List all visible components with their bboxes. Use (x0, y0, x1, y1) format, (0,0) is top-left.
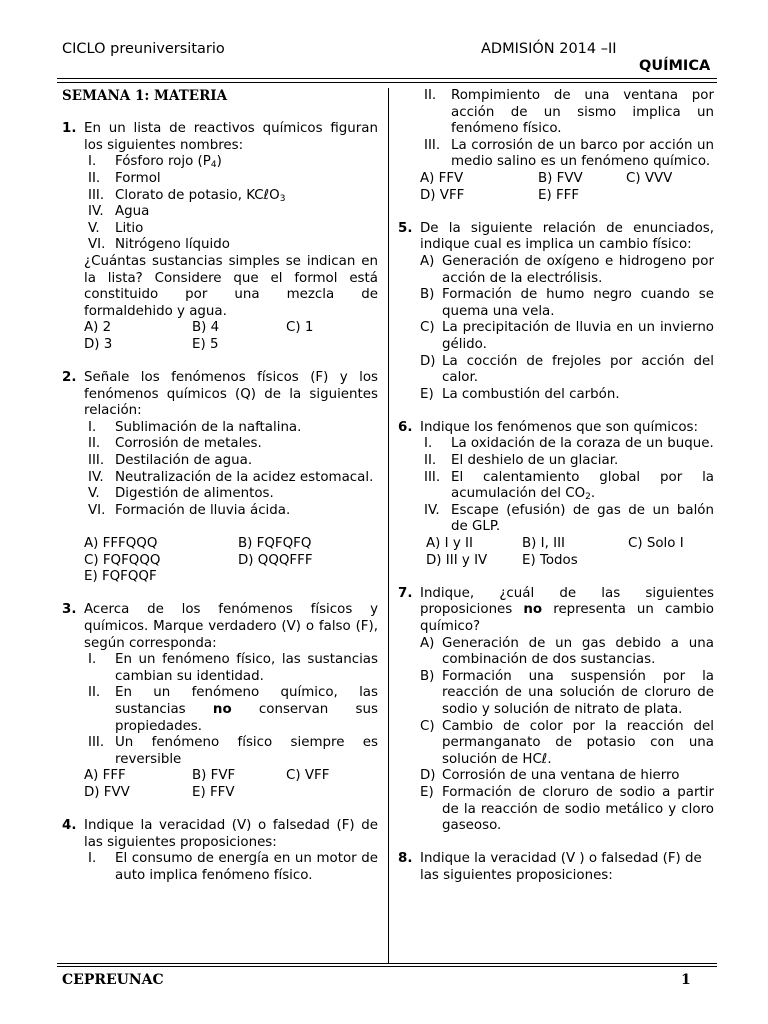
list-item: II. El deshielo de un glaciar. (424, 453, 619, 469)
answer-options (84, 536, 378, 553)
list-item: IV. Agua (88, 204, 150, 220)
right-column (398, 88, 714, 885)
question-stem: Indique, ¿cuál de las siguientes proposiciones no representa un cambio químico? (420, 585, 715, 634)
list-item: III. Clorato de potasio, KCℓO$_3$ (88, 187, 286, 204)
option-a: A) I y II (426, 536, 473, 552)
section-title: SEMANA 1: MATERIA (62, 88, 228, 104)
answer-options (84, 768, 378, 785)
list-item: I. La oxidación de la coraza de un buque. (424, 436, 714, 452)
question-3 (62, 602, 378, 801)
answer-options (84, 320, 378, 337)
answer-options (420, 188, 714, 205)
list-item: II. Rompimiento de una ventana por acción de un sismo implica un fenómeno físico. (424, 88, 714, 137)
answer-options (420, 536, 714, 553)
question-text: ¿Cuántas sustancias simples se indican en la lista? Considere que el formol está constituido por una mezcla de formaldehido y agua. (84, 253, 378, 319)
top-rule-2 (57, 82, 717, 83)
list-item: III. Un fenómeno físico siempre es reversible (88, 735, 378, 767)
option-b: B) FQFQFQ (238, 536, 312, 552)
option-c: C) La precipitación de lluvia en un invierno gélido. (420, 320, 714, 352)
top-rule (57, 78, 717, 79)
option-d: D) VFF (420, 187, 465, 203)
footer-left: CEPREUNAC (62, 972, 164, 988)
left-column (62, 88, 378, 885)
list-item: III. La corrosión de un barco por acción un medio salino es un fenómeno químico. (424, 137, 714, 170)
option-e: E) FFF (538, 187, 580, 203)
question-4 (62, 818, 378, 884)
option-e: E) Todos (522, 552, 578, 568)
option-e: E) La combustión del carbón. (420, 386, 620, 402)
question-5 (398, 221, 714, 404)
question-2 (62, 370, 378, 586)
option-b: B) Formación de humo negro cuando se quema una vela. (420, 287, 714, 319)
list-item: III. El calentamiento global por la acumulación del $CO_2$. (424, 469, 714, 503)
list-item: I. En un fenómeno físico, las sustancias cambian su identidad. (88, 652, 378, 684)
option-c: C) VVV (626, 170, 673, 186)
header-right: ADMISIÓN 2014 –II (481, 41, 617, 57)
question-stem: Indique los fenómenos que son químicos: (420, 419, 699, 435)
option-a: A) FFV (420, 170, 464, 186)
answer-options (420, 171, 714, 188)
list-item: II. Corrosión de metales. (88, 436, 262, 452)
list-item: IV. Neutralización de la acidez estomacal. (88, 469, 374, 485)
option-b: B) I, III (522, 536, 565, 552)
question-8 (398, 851, 714, 884)
question-number: 3. (62, 602, 77, 618)
option-b: B) 4 (192, 320, 220, 336)
list-item: V. Litio (88, 220, 144, 236)
option-b: B) FVF (192, 768, 236, 784)
option-d: D) QQQFFF (238, 552, 313, 568)
question-number: 1. (62, 121, 77, 137)
list-item: VI. Formación de lluvia ácida. (88, 502, 291, 518)
list-item: III. Destilación de agua. (88, 453, 253, 469)
option-c: C) Solo I (628, 536, 684, 552)
bottom-rule-2 (57, 966, 717, 967)
list-item: IV. Escape (efusión) de gas de un balón de GLP. (424, 502, 714, 535)
option-a: A) Generación de oxígeno e hidrogeno por acción de la electrólisis. (420, 253, 714, 286)
question-1 (62, 121, 378, 353)
question-stem: Indique la veracidad (V) o falsedad (F) de las siguientes proposiciones: (84, 818, 378, 850)
question-stem: Indique la veracidad (V ) o falsedad (F) de las siguientes proposiciones: (420, 851, 702, 883)
option-d: D) Corrosión de una ventana de hierro (420, 768, 680, 784)
option-b: B) Formación una suspensión por la reacción de una solución de cloruro de sodio y solución de nitrato de plata. (420, 668, 714, 717)
option-a: A) FFFQQQ (84, 536, 158, 552)
question-number: 7. (398, 585, 413, 601)
header-left: CICLO preuniversitario (62, 41, 225, 57)
bottom-rule (57, 963, 717, 964)
question-6 (398, 420, 714, 569)
list-item: I. El consumo de energía en un motor de auto implica fenómeno físico. (88, 851, 378, 883)
question-number: 2. (62, 370, 77, 386)
question-number: 8. (398, 851, 413, 867)
list-item: V. Digestión de alimentos. (88, 486, 274, 502)
question-stem: Señale los fenómenos físicos (F) y los fenómenos químicos (Q) de la siguientes relación: (84, 370, 378, 419)
option-d: D) III y IV (426, 552, 488, 568)
question-stem: De la siguiente relación de enunciados, indique cual es implica un cambio físico: (420, 220, 714, 253)
option-a: A) 2 (84, 320, 112, 336)
option-a: A) FFF (84, 768, 126, 784)
option-d: D) 3 (84, 336, 113, 352)
option-e: E) FQFQQF (84, 569, 157, 585)
list-item: I. Sublimación de la naftalina. (88, 419, 302, 435)
option-b: B) FVV (538, 170, 583, 186)
option-d: D) La cocción de frejoles por acción del calor. (420, 353, 714, 386)
question-4-continued (398, 88, 714, 204)
list-item: I. Fósforo rojo $(P_4)$ (88, 154, 222, 171)
question-7 (398, 586, 714, 835)
answer-options (84, 553, 378, 570)
question-stem: En un lista de reactivos químicos figuran los siguientes nombres: (84, 121, 378, 153)
question-stem: Acerca de los fenómenos físicos y químicos. Marque verdadero (V) o falso (F), según corresponda: (84, 602, 378, 651)
option-e: E) Formación de cloruro de sodio a partir de la reacción de sodio metálico y cloro gaseoso. (420, 784, 714, 834)
option-e: E) 5 (192, 336, 219, 352)
page-number: 1 (681, 972, 691, 988)
question-number: 5. (398, 220, 413, 236)
column-divider (388, 88, 389, 963)
option-a: A) Generación de un gas debido a una combinación de dos sustancias. (420, 635, 714, 668)
answer-options (420, 553, 714, 570)
option-c: C) VFF (286, 768, 330, 784)
option-c: C) FQFQQQ (84, 552, 161, 568)
answer-options (84, 337, 378, 354)
list-item: II. En un fenómeno químico, las sustancias no conservan sus propiedades. (88, 685, 378, 734)
option-d: D) FVV (84, 784, 130, 800)
header-subject: QUÍMICA (639, 58, 711, 74)
answer-options (84, 785, 378, 802)
option-e: E) FFV (192, 784, 235, 800)
answer-options (84, 569, 378, 586)
list-item: II. Formol (88, 170, 161, 186)
option-c: C) 1 (286, 320, 314, 336)
list-item: VI. Nitrógeno líquido (88, 237, 230, 253)
question-number: 4. (62, 818, 77, 834)
question-number: 6. (398, 419, 413, 435)
option-c: C) Cambio de color por la reacción del permanganato de potasio con una solución de HCℓ. (420, 718, 714, 767)
